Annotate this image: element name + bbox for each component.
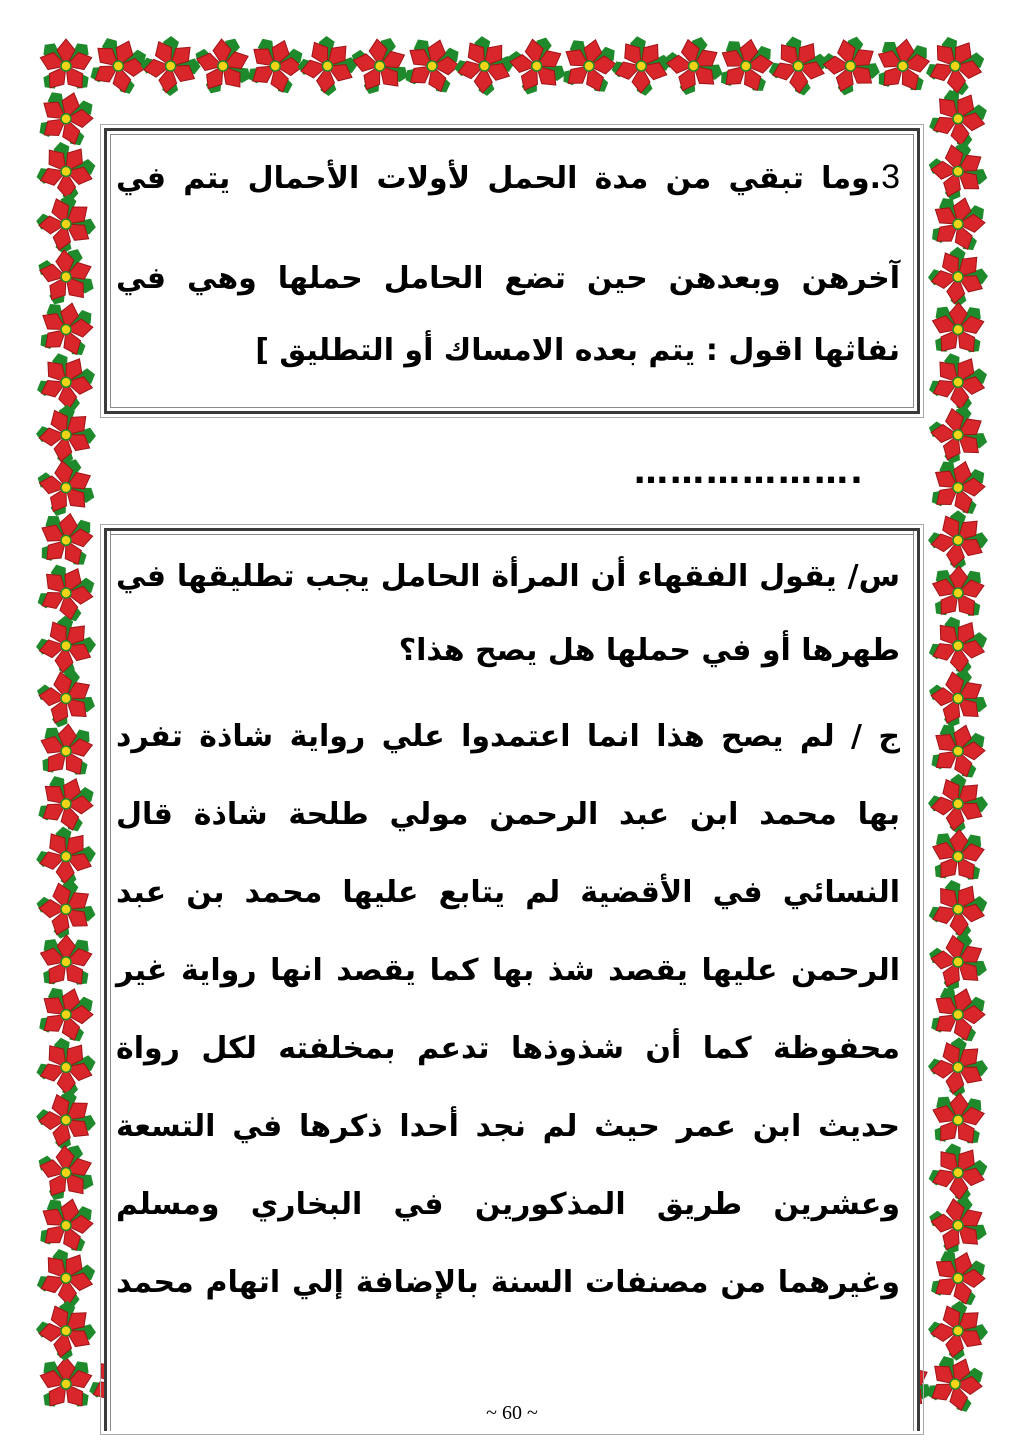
poinsettia-icon [920,397,996,474]
box1-line-2: آخرهن وبعدهن حين تضع الحامل حملها وهي في [116,261,900,296]
answer-line-3: النسائي في الأقضية لم يتابع عليها محمد بن عبد [116,875,900,910]
page-number: ~ 60 ~ [0,1402,1024,1425]
answer-line-4: الرحمن عليها يقصد شذ بها كما يقصد انها رواية غير [116,953,900,988]
poinsettia-icon [919,871,996,947]
item-number: 3 [881,158,900,196]
poinsettia-icon [919,1135,996,1211]
answer-line-8: وغيرهما من مصنفات السنة بالإضافة إلي اتهام محمد [116,1265,900,1300]
poinsettia-icon [555,33,623,99]
poinsettia-icon [919,1292,997,1371]
answer-line-5: محفوظة كما أن شذوذها تدعم بمخلفته لكل رواة [116,1031,900,1066]
answer-line-7: وعشرين طريق المذكورين في البخاري ومسلم [116,1187,900,1222]
poinsettia-icon [920,608,997,684]
poinsettia-icon [27,1292,105,1371]
box1-line-3: نفاثها اقول : يتم بعده الامساك أو التطليق ] [255,333,900,368]
poinsettia-icon [32,1192,100,1258]
poinsettia-icon [31,85,101,153]
poinsettia-icon [37,934,95,989]
poinsettia-icon [27,396,105,475]
poinsettia-icon [30,240,102,313]
poinsettia-icon [31,980,102,1049]
poinsettia-icon [928,828,988,885]
poinsettia-icon [920,133,996,210]
poinsettia-icon [131,27,209,106]
answer-line-2: بها محمد ابن عبد الرحمن مولي طلحة شاذة قال [116,797,900,832]
poinsettia-icon [30,1136,101,1209]
poinsettia-icon [35,722,96,781]
poinsettia-icon [288,27,367,105]
question-line-1: س/ يقول الفقهاء أن المرأة الحامل يجب تطليقها في [116,559,900,594]
poinsettia-icon [32,297,100,363]
poinsettia-icon [34,509,99,571]
question-line-2: طهرها أو في حملها هل يصح هذا؟ [398,633,900,668]
poinsettia-icon [871,35,935,97]
poinsettia-icon [928,1091,989,1149]
box1-line-1: 3.وما تبقي من مدة الحمل لأولات الأحمال يتم في [116,158,900,196]
separator-dots: ………………. [634,452,865,492]
poinsettia-icon [38,39,95,93]
poinsettia-icon [929,565,988,621]
poinsettia-icon [920,345,996,420]
poinsettia-icon [713,34,779,98]
answer-line-1: ج / لم يصح هذا انما اعتمدوا علي رواية شاذة تفرد [116,719,900,754]
poinsettia-icon [929,302,987,357]
answer-line-6: حديث ابن عمر حيث لم نجد أحدا ذكرها في التسعة [116,1109,900,1144]
